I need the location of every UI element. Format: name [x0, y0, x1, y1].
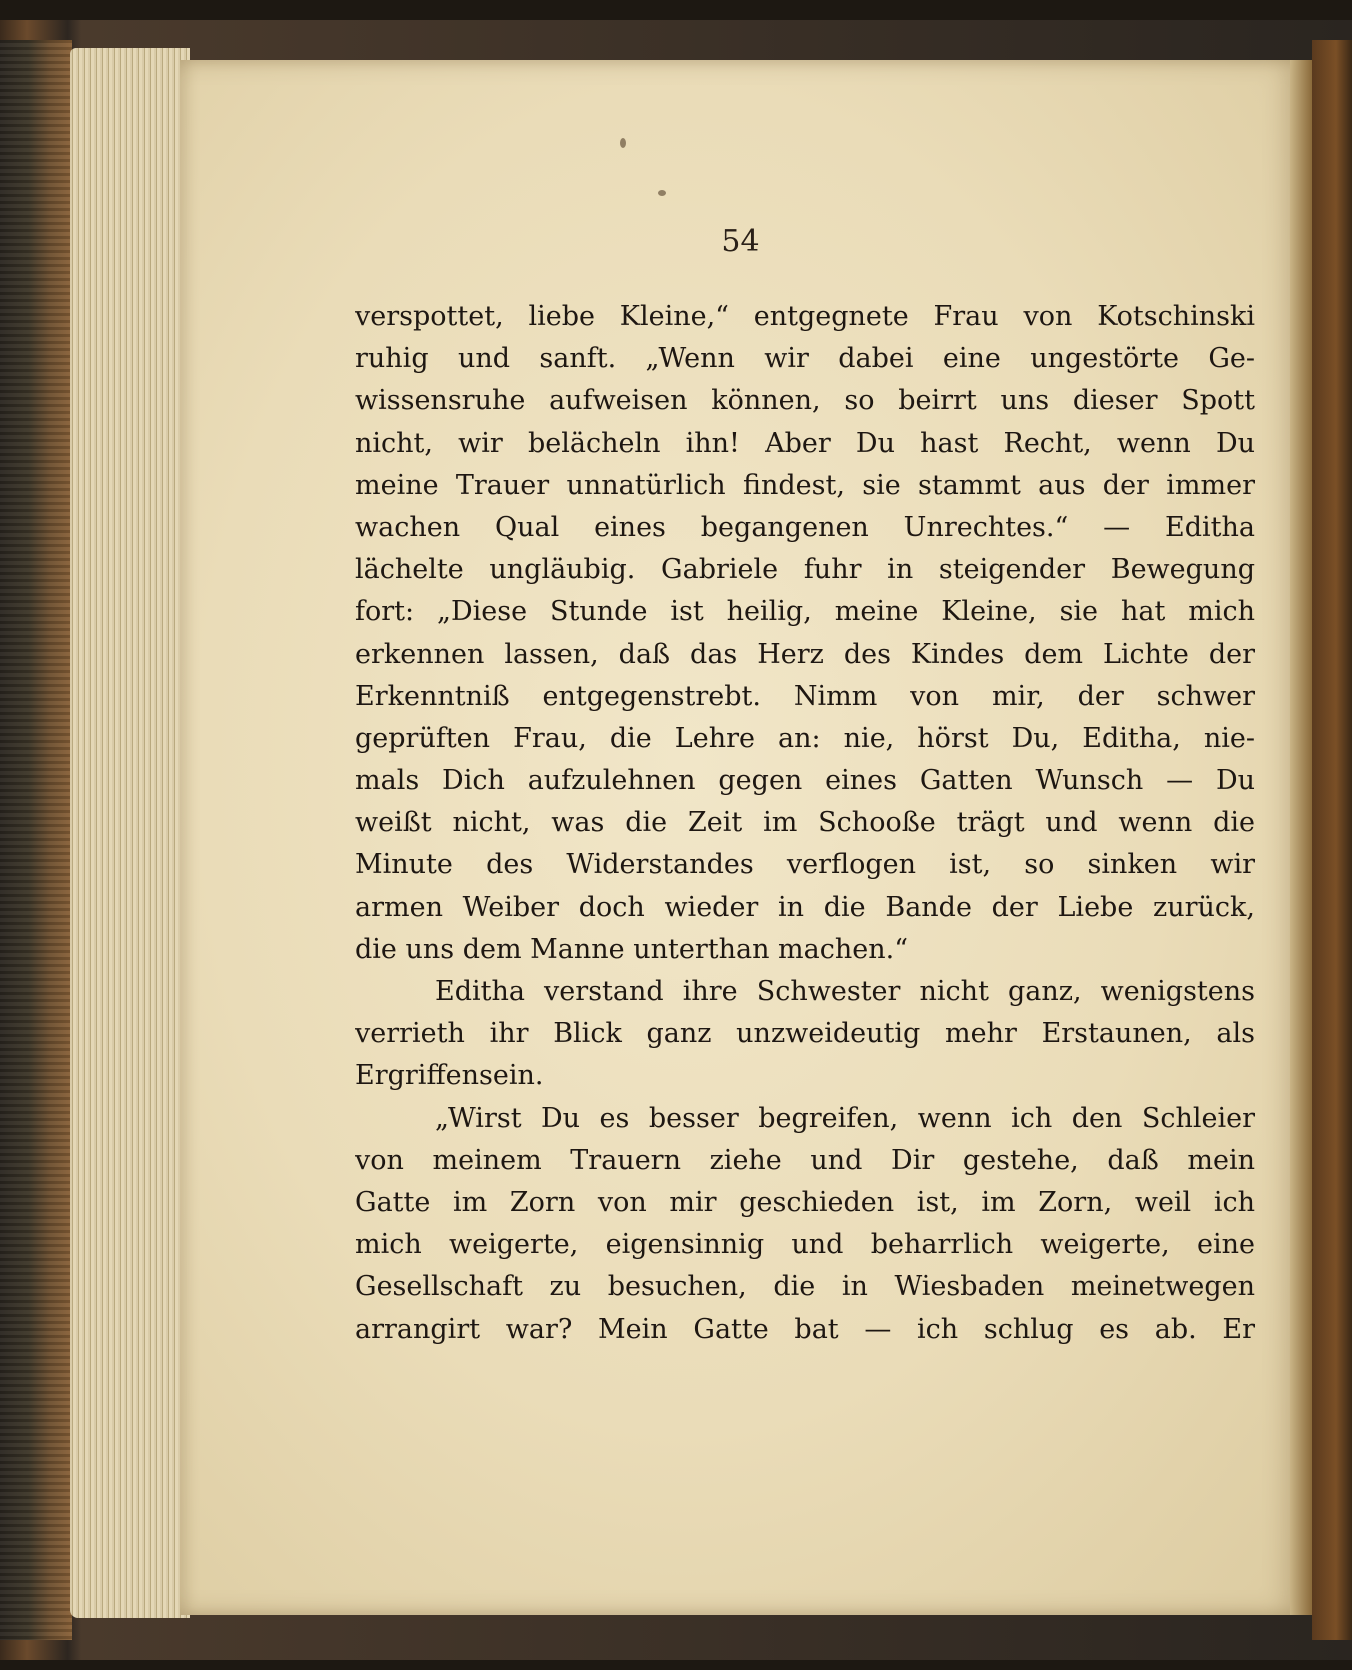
book-cover-edge — [1312, 40, 1352, 1640]
text-line: Gatte im Zorn von mir geschieden ist, im Zorn, weil ich — [355, 1186, 1255, 1218]
page-number: 54 — [721, 224, 760, 259]
book-page — [180, 60, 1305, 1615]
page-gutter — [1290, 60, 1312, 1615]
text-line: mich weigerte, eigensinnig und beharrlich weigerte, eine — [355, 1229, 1255, 1261]
text-line: weißt nicht, was die Zeit im Schooße trägt und wenn die — [355, 807, 1255, 839]
text-line: meine Trauer unnatürlich findest, sie stammt aus der immer — [355, 469, 1255, 501]
text-line: arrangirt war? Mein Gatte bat — ich schlug es ab. Er — [355, 1313, 1255, 1345]
text-line: erkennen lassen, daß das Herz des Kindes dem Lichte der — [355, 638, 1255, 670]
text-line: „Wirst Du es besser begreifen, wenn ich den Schleier — [435, 1102, 1255, 1134]
text-line: von meinem Trauern ziehe und Dir gestehe, daß mein — [355, 1144, 1255, 1176]
body-text — [355, 296, 1255, 1351]
text-line: Ergriffensein. — [355, 1060, 544, 1092]
text-line: nicht, wir belächeln ihn! Aber Du hast Recht, wenn Du — [355, 427, 1255, 459]
text-line: armen Weiber doch wieder in die Bande der Liebe zurück, — [355, 891, 1255, 923]
ink-speck — [620, 138, 626, 148]
text-line: ruhig und sanft. „Wenn wir dabei eine ungestörte Ge- — [355, 343, 1255, 375]
text-line: Gesellschaft zu besuchen, die in Wiesbaden meinetwegen — [355, 1271, 1255, 1303]
text-line: geprüften Frau, die Lehre an: nie, hörst Du, Editha, nie- — [355, 722, 1255, 754]
text-line: die uns dem Manne unterthan machen.“ — [355, 933, 909, 965]
text-line: wissensruhe aufweisen können, so beirrt uns dieser Spott — [355, 385, 1255, 417]
text-line: mals Dich aufzulehnen gegen eines Gatten Wunsch — Du — [355, 765, 1255, 797]
text-line: Minute des Widerstandes verflogen ist, so sinken wir — [355, 849, 1255, 881]
text-line: wachen Qual eines begangenen Unrechtes.“ — Editha — [355, 511, 1255, 543]
ink-speck — [658, 190, 666, 196]
text-line: verspottet, liebe Kleine,“ entgegnete Frau von Kotschinski — [355, 301, 1255, 332]
text-line: verrieth ihr Blick ganz unzweideutig mehr Erstaunen, als — [355, 1018, 1255, 1050]
text-line: Erkenntniß entgegenstrebt. Nimm von mir, der schwer — [355, 680, 1255, 712]
page-edges — [70, 48, 190, 1618]
text-line: Editha verstand ihre Schwester nicht ganz, wenigstens — [435, 976, 1255, 1007]
book-spine-leather — [0, 40, 72, 1640]
text-line: fort: „Diese Stunde ist heilig, meine Kleine, sie hat mich — [355, 596, 1255, 628]
text-line: lächelte ungläubig. Gabriele fuhr in steigender Bewegung — [355, 554, 1255, 586]
